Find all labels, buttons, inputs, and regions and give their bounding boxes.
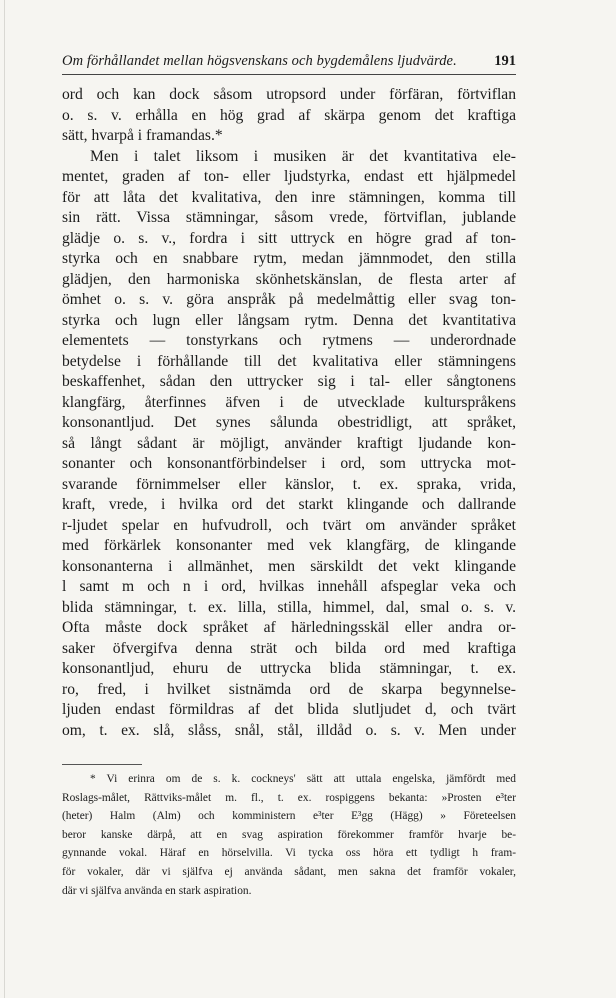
footnote-line: (heter) Halm (Alm) och komministern e³ter E³gg (Hägg) » Företeelsen [62,810,516,823]
running-header [62,52,516,70]
footnote-line: beror kanske därpå, att en svag aspiration förekommer framför hvarje be- [62,828,516,841]
body-line: om, t. ex. slå, slåss, snål, stål, illdåd o. s. v. Men under [62,721,516,739]
body-line: glädjen, den harmoniska skönhetskänslan, de flesta arter af [62,270,516,288]
body-line: konsonantljud. Det synes sålunda obestridligt, att språket, [62,414,516,431]
body-line: sin rätt. Vissa stämningar, såsom vrede, förtviflan, jublande [62,209,516,226]
page-edge [4,0,5,998]
body-line: ömhet o. s. v. göra anspråk på medelmåttig eller svag ton- [62,291,516,308]
body-line: o. s. v. erhålla en hög grad af skärpa genom det kraftiga [62,106,516,124]
footnote-rule [62,764,142,765]
body-line: l samt m och n i ord, hvilkas innehåll afspeglar veka och [62,578,516,595]
body-line: svarande förnimmelser eller känslor, t. ex. spraka, vrida, [62,475,516,493]
footnote-line: gynnande vokal. Häraf en hörselvilla. Vi tycka oss höra ett tydligt h fram- [62,847,516,860]
body-line: blida stämningar, t. ex. lilla, stilla, himmel, dal, smal o. s. v. [62,598,516,616]
footnote-line: * Vi erinra om de s. k. cockneys' sätt att uttala engelska, jämfördt med [90,773,516,785]
body-line: för att låta det kvalitativa, den inre stämningen, komma till [62,188,516,206]
footnote [62,770,516,900]
body-line: styrka och en snabbare rytm, medan jämnmodet, den stilla [62,250,516,267]
body-line: ljuden endast förmildras af det blida slutljudet d, och tvärt [62,701,516,718]
body-line: Ofta måste dock språket af härledningsskäl eller andra or- [62,619,516,636]
body-line: klangfärg, återfinnes äfven i de utvecklade kulturspråkens [62,393,516,411]
body-line: ro, fred, i hvilket sistnämda ord de skarpa begynnelse- [62,680,516,698]
body-line: så långt sådant är möjligt, använder kraftigt ljudande kon- [62,434,516,452]
body-line: betydelse i förhållande till det kvalitativa eller stämningens [62,352,516,370]
body-line: r-ljudet spelar en hufvudroll, och tvärt om använder språket [62,516,516,534]
body-line: sätt, hvarpå i framandas.* [62,127,223,144]
running-header-title: Om förhållandet mellan högsvenskans och bygdemålens ljudvärde. [62,53,457,69]
page-number: 191 [494,53,516,69]
header-rule [62,74,516,75]
body-line: med förkärlek konsonanter med vek klangfärg, de klingande [62,537,516,554]
body-line: kraft, vrede, i hvilka ord det starkt klingande och dallrande [62,496,516,513]
footnote-line: för vokaler, där vi själfva ej använda sådant, men sakna det framför vokaler, [62,865,516,878]
body-line: ord och kan dock såsom utropsord under förfäran, förtviflan [62,86,516,103]
body-line: beskaffenhet, sådan den uttrycker sig i tal- eller sångtonens [62,373,516,390]
body-line: mentet, graden af ton- eller ljudstyrka, endast ett hjälpmedel [62,168,516,185]
body-line: styrka och lugn eller långsam rytm. Denna det kvantitativa [62,311,516,329]
body-line: Men i talet liksom i musiken är det kvantitativa ele- [90,147,516,165]
body-line: saker öfvergifva denna strät och bilda ord med kraftiga [62,639,516,657]
body-line: konsonanterna i allmänhet, men särskildt det vekt klingande [62,557,516,575]
body-line: sonanter och konsonantförbindelser i ord, som uttrycka mot- [62,455,516,472]
body-line: glädje o. s. v., fordra i sitt uttryck en högre grad af ton- [62,229,516,247]
footnote-line: Roslags-målet, Rättviks-målet m. fl., t. ex. rospiggens bekanta: »Prosten e³ter [62,791,516,804]
body-line: konsonantljud, ehuru de uttrycka blida stämningar, t. ex. [62,660,516,677]
body-line: elementets — tonstyrkans och rytmens — underordnade [62,332,516,349]
footnote-line: där vi själfva använda en stark aspiration. [62,884,252,897]
body-text [62,85,516,741]
